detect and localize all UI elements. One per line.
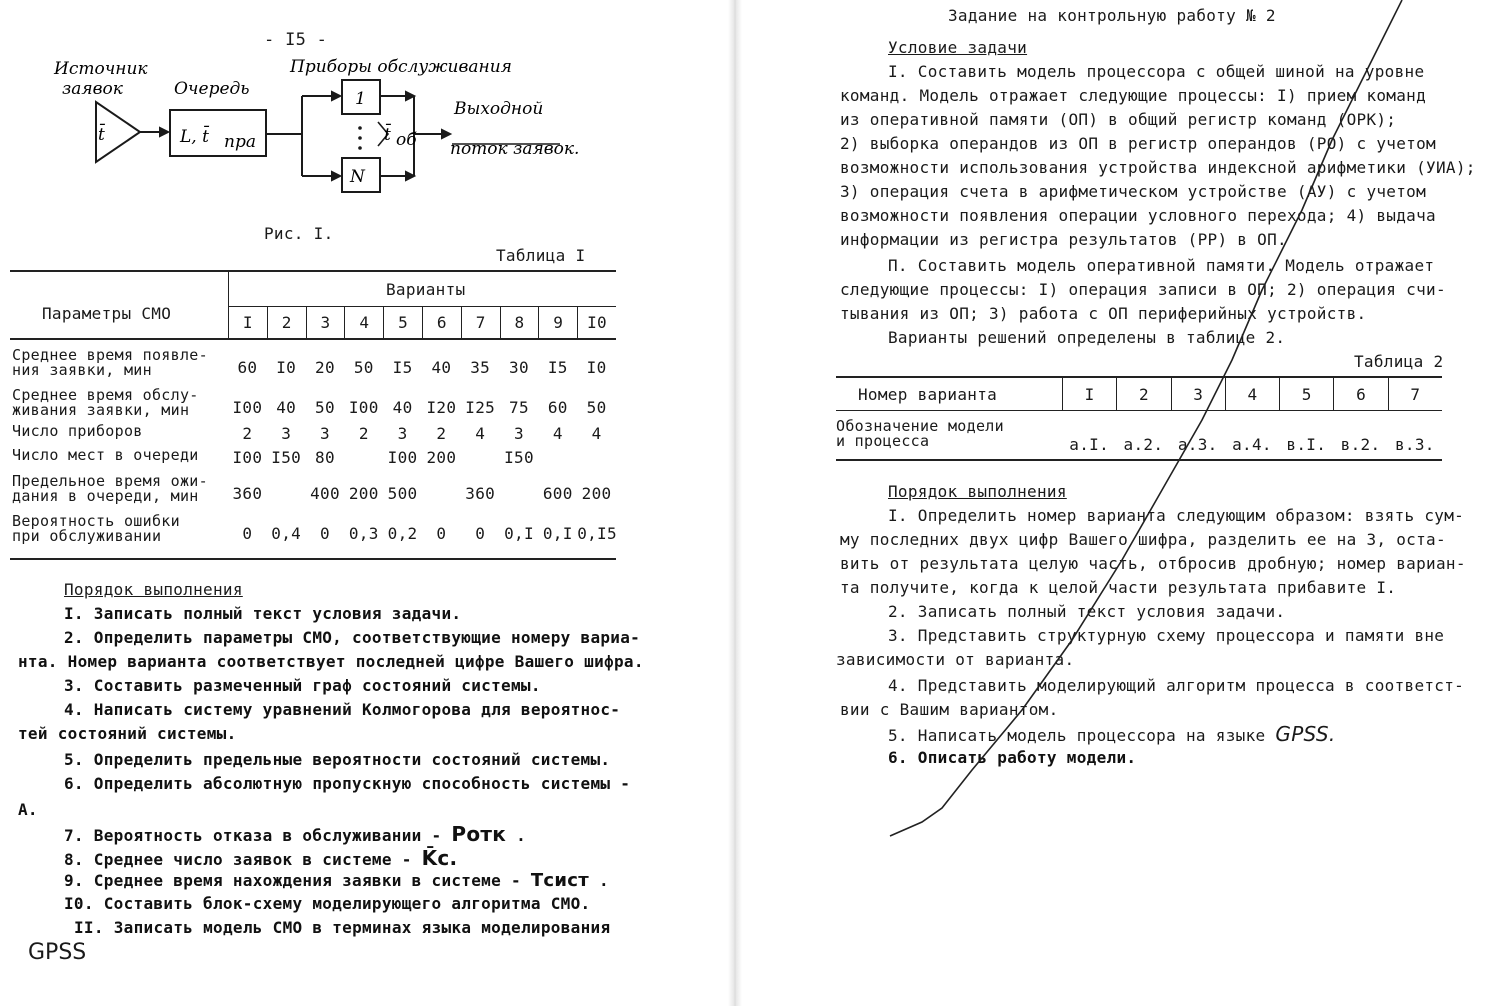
table1-cell: 60 <box>237 358 258 377</box>
table1-cell: 3 <box>397 424 408 443</box>
figure-caption: Рис. I. <box>264 224 334 243</box>
left-procedure-line: A. <box>18 800 38 819</box>
left-procedure-line: 9. Среднее время нахождения заявки в системе - Tсист . <box>64 870 609 891</box>
table2-model-cell: в.I. <box>1286 435 1327 454</box>
page-fold <box>728 0 742 1006</box>
output-label-2: поток заявок. <box>450 139 580 159</box>
table1-cell: I00 <box>232 448 263 467</box>
table1-cell: 50 <box>586 398 607 417</box>
left-page <box>0 0 728 1006</box>
table2-model-cell: а.2. <box>1123 435 1164 454</box>
table1-cell: 35 <box>470 358 491 377</box>
service-time-symbol: t̄ <box>384 125 391 145</box>
table1-cell: 3 <box>320 424 330 443</box>
table1-cell: 200 <box>426 448 457 467</box>
left-procedure-line: 2. Определить параметры СМО, соответствующие номеру вариа- <box>64 628 641 647</box>
right-page <box>742 0 1496 1006</box>
table-1 <box>10 270 616 560</box>
table2-model-cell: а.I. <box>1069 435 1109 454</box>
condition-line: информации из регистра результатов (РР) в ОП. <box>840 230 1287 249</box>
left-procedure-line: тей состояний системы. <box>18 724 237 743</box>
table1-variant-cell: 4 <box>344 306 383 338</box>
table1-cell: 360 <box>465 484 496 503</box>
left-procedure-line: 8. Среднее число заявок в системе - K̄c. <box>64 846 458 870</box>
left-procedure-line: 7. Вероятность отказа в обслуживании - Pотк . <box>64 822 527 846</box>
table1-variant-cell: 7 <box>461 306 500 338</box>
left-procedure-line: нта. Номер варианта соответствует последней цифре Вашего шифра. <box>18 652 644 671</box>
right-procedure-line: вии с Вашим вариантом. <box>840 700 1059 719</box>
table2-model-cell: в.3. <box>1394 435 1435 454</box>
table1-cell: 0 <box>242 524 253 543</box>
table2-model-cell: а.4. <box>1232 435 1272 454</box>
condition-line: возможности использования устройства индексной арифметики (УИА); <box>840 158 1476 177</box>
table1-cell: 360 <box>232 484 263 503</box>
table1-cell: 4 <box>475 424 486 443</box>
table2-row1-label: Номер варианта <box>858 385 998 404</box>
condition-line: 2) выборка операндов из ОП в регистр операндов (РО) с учетом <box>840 134 1436 153</box>
condition-line: команд. Модель отражает следующие процессы: I) прием команд <box>840 86 1427 105</box>
condition-line: 3) операция счета в арифметическом устройстве (АУ) с учетом <box>840 182 1427 201</box>
table1-cell: 3 <box>514 424 524 443</box>
table1-variant-cell: I <box>228 306 267 338</box>
table1-cell: 60 <box>547 398 568 417</box>
table1-row-label: Число мест в очереди <box>12 446 199 464</box>
table1-row-label: ния заявки, мин <box>12 361 152 379</box>
table1-cell: 50 <box>353 358 374 377</box>
table1-cell: 0,4 <box>271 524 302 543</box>
left-procedure-line: II. Записать модель СМО в терминах языка моделирования <box>74 918 611 937</box>
condition-line: следующие процессы: I) операция записи в ОП; 2) операция счи- <box>840 280 1446 299</box>
condition-heading: Условие задачи <box>888 38 1028 57</box>
left-procedure-line: 3. Составить размеченный граф состояний системы. <box>64 676 541 695</box>
table1-cell: 2 <box>358 424 369 443</box>
table1-param-header: Параметры СМО <box>42 304 172 323</box>
table1-row-label: Вероятность ошибки <box>12 512 180 530</box>
left-procedure-line: 5. Определить предельные вероятности состояний системы. <box>64 750 611 769</box>
table1-cell: 80 <box>315 448 335 467</box>
condition-line: I. Составить модель процессора с общей шиной на уровне <box>888 62 1425 81</box>
right-procedure-line: вить от результата целую часть, отбросив дробную; номер вариан- <box>840 554 1466 573</box>
gpss-handwritten: GPSS <box>28 940 87 965</box>
right-procedure-line: 4. Представить моделирующий алгоритм процесса в соответст- <box>888 676 1465 695</box>
table1-body <box>10 340 616 560</box>
source-label-1: Источник <box>54 59 148 79</box>
table2-variant-cell: 7 <box>1388 378 1442 410</box>
device-bottom-label: N <box>350 167 365 187</box>
table1-cell: 75 <box>509 398 529 417</box>
table1-cell: 500 <box>387 484 418 503</box>
left-procedure-line: I0. Составить блок-схему моделирующего алгоритма СМО. <box>64 894 591 913</box>
table1-cell: I00 <box>387 448 418 467</box>
table1-cell: 600 <box>542 484 573 503</box>
table1-row-label: живания заявки, мин <box>12 401 190 419</box>
condition-line: возможности появления операции условного перехода; 4) выдача <box>840 206 1436 225</box>
gpss-handwritten-right: GPSS. <box>1275 722 1336 746</box>
left-procedure-heading: Порядок выполнения <box>64 580 243 599</box>
table1-cell: 0 <box>320 524 330 543</box>
queue-box-text: L, t̄ <box>180 127 209 147</box>
left-procedure-line: I. Записать полный текст условия задачи. <box>64 604 462 623</box>
table1-row-label: Предельное время ожи- <box>12 472 208 490</box>
table1-row-label: Среднее время обслу- <box>12 386 199 404</box>
table2-row2-label-2: и процесса <box>836 432 930 450</box>
table1-cell: 40 <box>276 398 297 417</box>
condition-line: из оперативной памяти (ОП) в общий регистр команд (ОРК); <box>840 110 1397 129</box>
table1-cell: 0,2 <box>387 524 418 543</box>
table1-cell: 3 <box>281 424 292 443</box>
table2-variant-cell: 6 <box>1333 378 1387 410</box>
right-procedure-line: зависимости от варианта. <box>836 650 1075 669</box>
table1-cell: 0 <box>475 524 486 543</box>
table1-cell: I5 <box>392 358 413 377</box>
table2-variant-cell: I <box>1062 378 1116 410</box>
table1-cell: 200 <box>348 484 379 503</box>
pen-strike-line <box>742 0 1496 1006</box>
table1-cell: 4 <box>591 424 602 443</box>
table2-model-cell: в.2. <box>1340 435 1381 454</box>
table1-variant-cell: 3 <box>306 306 345 338</box>
table1-cell: 4 <box>552 424 563 443</box>
right-procedure-line: му последних двух цифр Вашего шифра, разделить ее на 3, оста- <box>840 530 1446 549</box>
right-procedure-heading: Порядок выполнения <box>888 482 1067 501</box>
p-otk-symbol: Pотк <box>451 822 507 846</box>
table2-row2-label-1: Обозначение модели <box>836 417 1004 435</box>
table1-cell: 40 <box>392 398 413 417</box>
table1-cell: I5 <box>547 358 568 377</box>
table1-cell: I00 <box>232 398 263 417</box>
table1-cell: 0,I <box>542 524 573 543</box>
page-number: - I5 - <box>264 30 328 50</box>
right-procedure-line: 6. Описать работу модели. <box>888 748 1137 767</box>
condition-line: Варианты решений определены в таблице 2. <box>888 328 1286 347</box>
table1-row-label: при обслуживании <box>12 527 162 545</box>
table1-variant-cell: 8 <box>500 306 539 338</box>
service-time-sub: об <box>396 130 417 150</box>
queue-label: Очередь <box>174 79 250 99</box>
table2-variant-cell: 4 <box>1225 378 1279 410</box>
table2-title: Таблица 2 <box>1354 352 1444 371</box>
table1-cell: I20 <box>426 398 457 417</box>
left-procedure-line: 6. Определить абсолютную пропускную способность системы - <box>64 774 631 793</box>
k-c-symbol: K̄c. <box>421 846 458 870</box>
table1-cell: I0 <box>586 358 607 377</box>
source-symbol: t̄ <box>98 125 105 145</box>
table1-header <box>10 272 616 340</box>
table1-cell: I0 <box>276 358 297 377</box>
table1-cell: 0 <box>436 524 447 543</box>
right-procedure-line: 5. Написать модель процессора на языке GPSS. <box>888 722 1336 746</box>
table1-cell: I50 <box>504 448 534 467</box>
table1-variant-cell: 9 <box>538 306 577 338</box>
table1-cell: 30 <box>509 358 529 377</box>
devices-label: Приборы обслуживания <box>290 57 512 77</box>
table1-cell: 200 <box>581 484 612 503</box>
condition-line: тывания из ОП; 3) работа с ОП периферийных устройств. <box>840 304 1367 323</box>
table1-cell: 2 <box>436 424 447 443</box>
table1-cell: 0,I <box>504 524 534 543</box>
table2-variant-cell: 5 <box>1279 378 1333 410</box>
t-sist-symbol: Tсист <box>530 870 590 891</box>
table1-cell: 40 <box>431 358 452 377</box>
table1-title: Таблица I <box>496 246 586 265</box>
table1-variants-header: Варианты <box>386 280 466 299</box>
table2-variant-cell: 3 <box>1171 378 1225 410</box>
table1-cell: 50 <box>315 398 335 417</box>
table1-cell: 400 <box>310 484 340 503</box>
table1-row-label: Среднее время появле- <box>12 346 208 364</box>
right-procedure-line: та получите, когда к целой части результата прибавите I. <box>840 578 1397 597</box>
table1-variant-cell: 5 <box>383 306 422 338</box>
condition-line: П. Составить модель оперативной памяти. Модель отражает <box>888 256 1435 275</box>
table1-variant-cell: 2 <box>267 306 306 338</box>
table2-model-cell: а.3. <box>1177 435 1218 454</box>
right-procedure-line: 2. Записать полный текст условия задачи. <box>888 602 1286 621</box>
table1-cell: 0,I5 <box>577 524 617 543</box>
table1-cell: I50 <box>271 448 302 467</box>
table1-cell: I00 <box>348 398 379 417</box>
right-procedure-line: I. Определить номер варианта следующим образом: взять сум- <box>888 506 1465 525</box>
queue-box-sub: пра <box>224 132 256 152</box>
source-label-2: заявок <box>62 79 123 99</box>
table2-variant-cell: 2 <box>1116 378 1170 410</box>
table1-cell: I25 <box>465 398 496 417</box>
table1-row-label: дания в очереди, мин <box>12 487 199 505</box>
table1-row-label: Число приборов <box>12 422 143 440</box>
right-title: Задание на контрольную работу № 2 <box>948 6 1276 25</box>
right-procedure-line: 3. Представить структурную схему процессора и памяти вне <box>888 626 1445 645</box>
table1-cell: 2 <box>242 424 253 443</box>
left-procedure-line: 4. Написать систему уравнений Колмогорова для вероятнос- <box>64 700 621 719</box>
table1-cell: 20 <box>315 358 335 377</box>
table1-variant-cell: I0 <box>577 306 616 338</box>
output-label-1: Выходной <box>454 99 544 119</box>
device-top-label: 1 <box>355 89 366 109</box>
table1-variant-cell: 6 <box>422 306 461 338</box>
table1-cell: 0,3 <box>348 524 379 543</box>
queue-system-diagram <box>40 52 600 212</box>
